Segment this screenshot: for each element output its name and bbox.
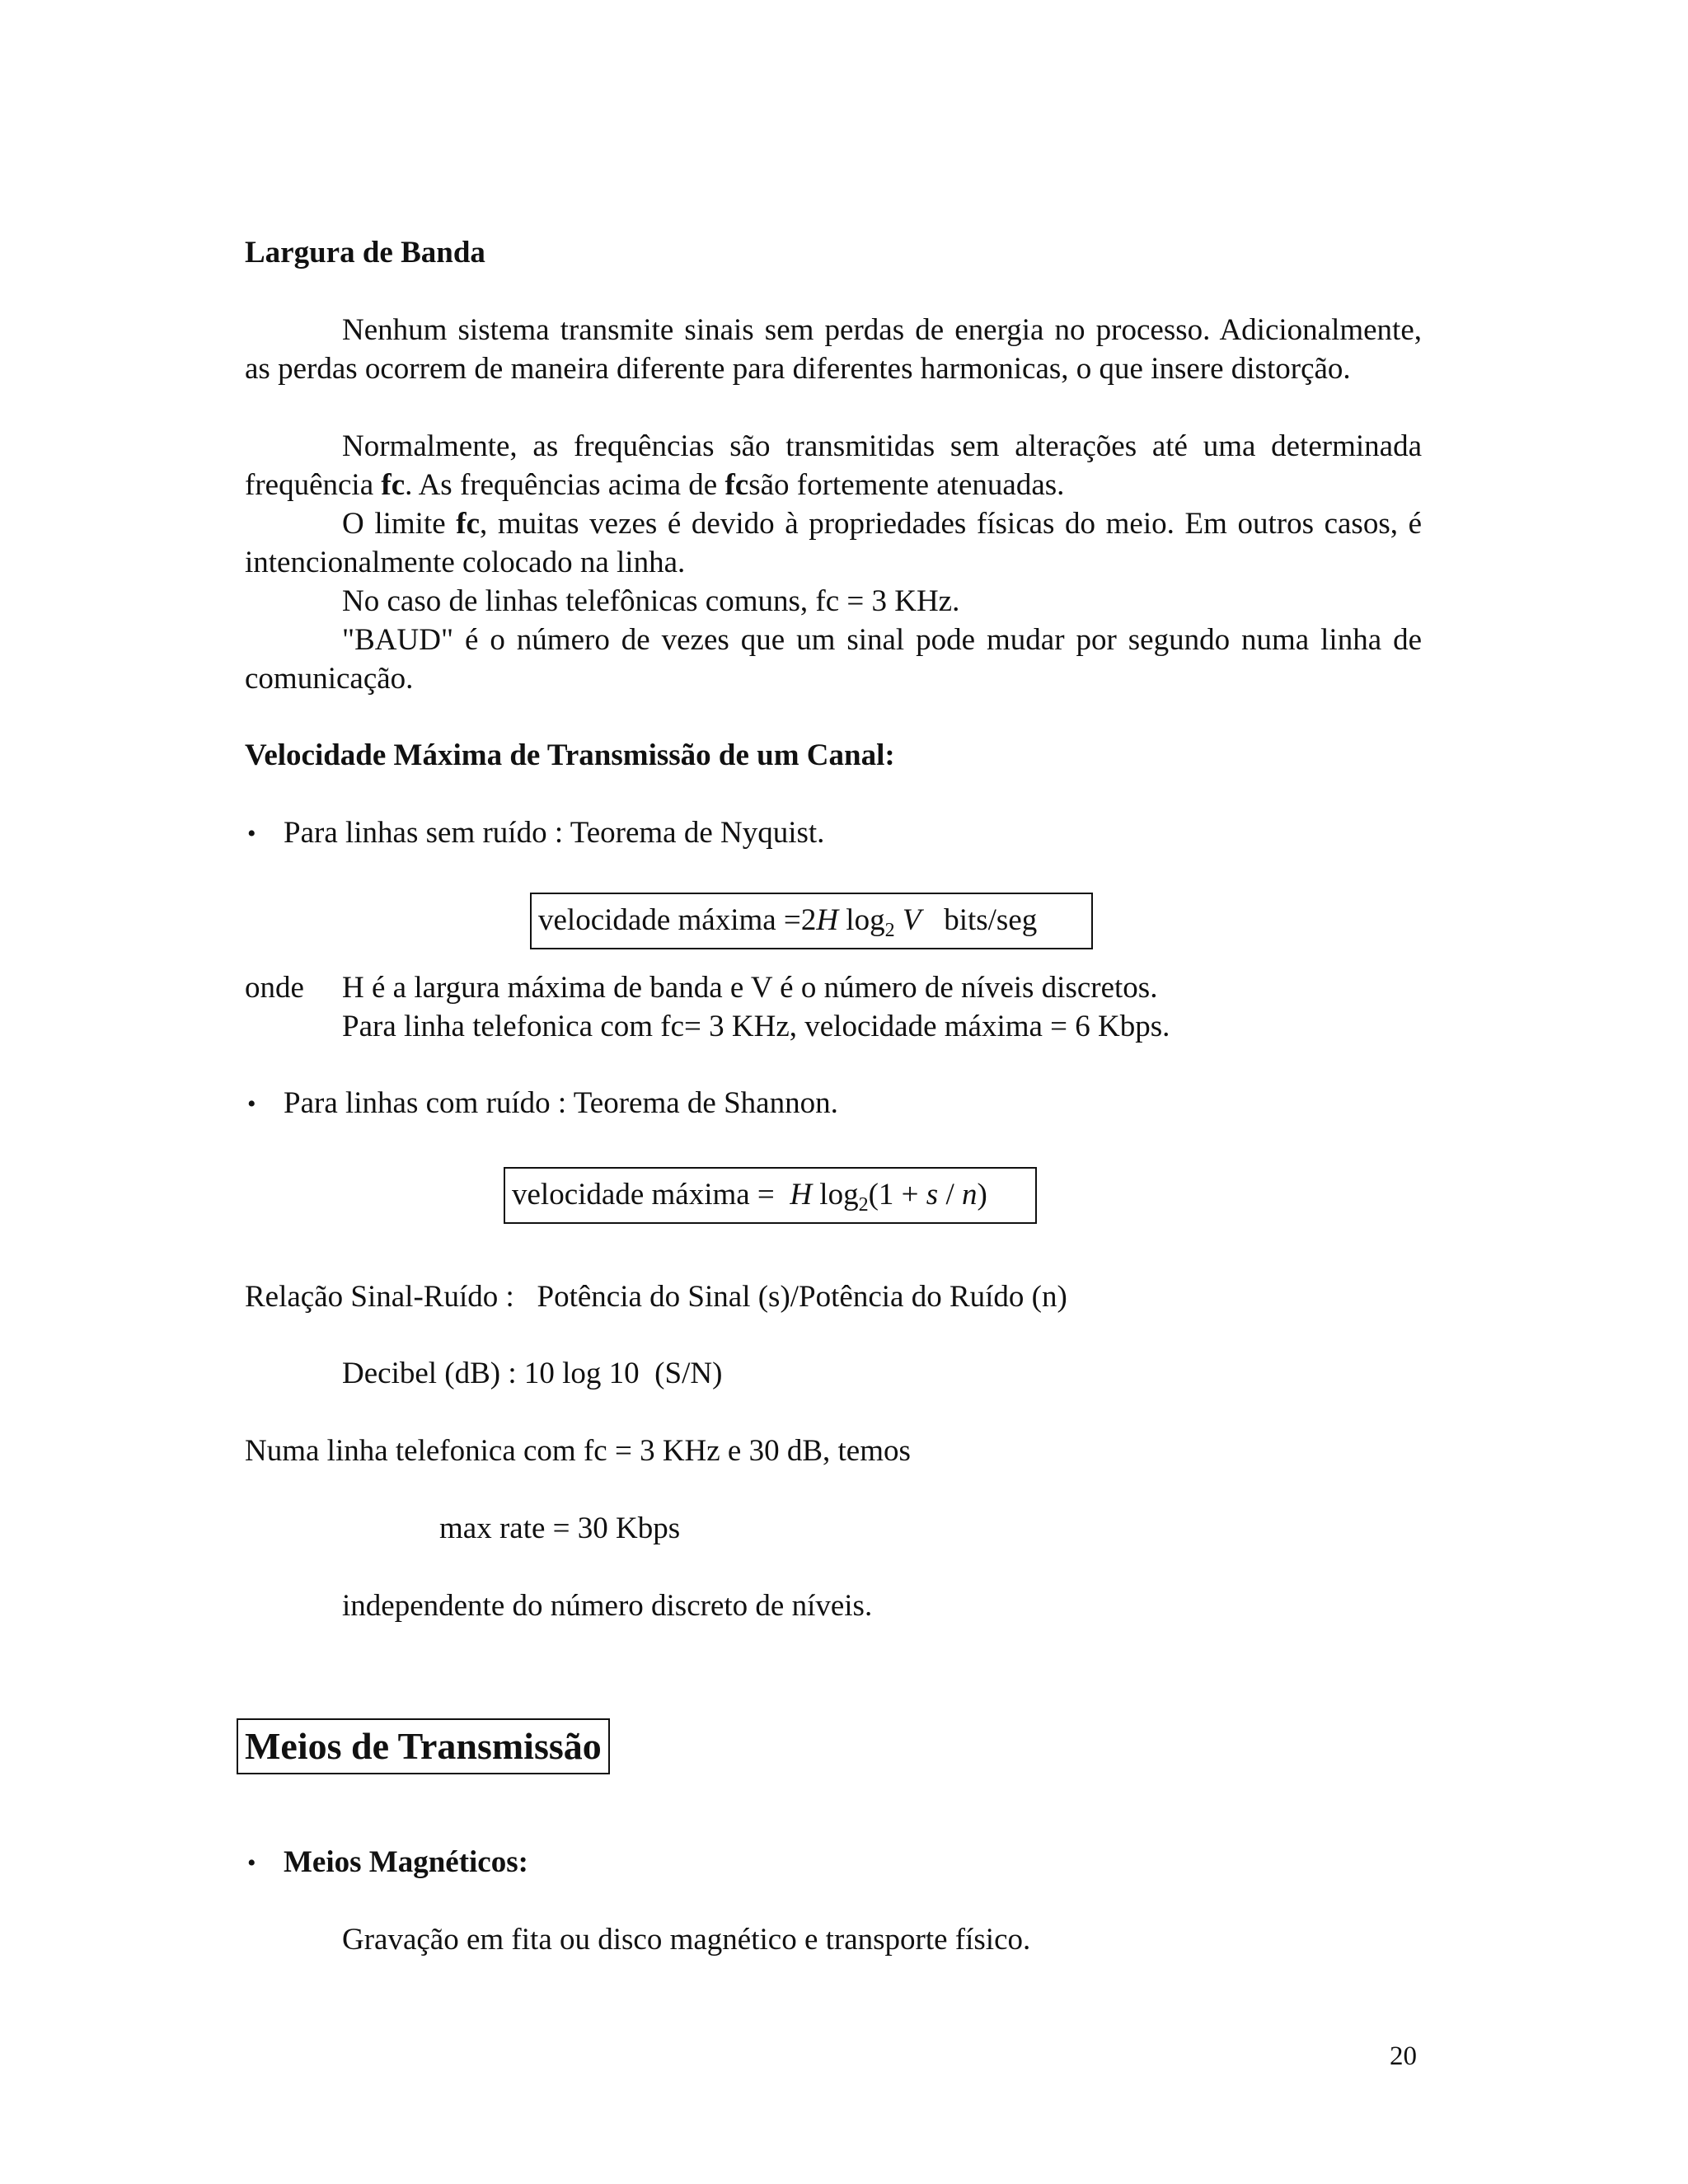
formula1-log: log (846, 903, 885, 937)
snr-definition: Relação Sinal-Ruído : Potência do Sinal (s)/Potência do Ruído (n) (245, 1280, 1067, 1314)
decibel-definition: Decibel (dB) : 10 log 10 (S/N) (342, 1357, 723, 1390)
formula2-open: (1 (868, 1178, 894, 1212)
bullet-magnetic-media: Meios Magnéticos: (284, 1845, 528, 1879)
fc-term: fc (724, 468, 749, 502)
para3-text-a: O limite (342, 507, 457, 541)
para3-text-c: , muitas vezes é devido à propriedades físicas do meio. Em outros casos, é intencionalmente colocado na linha. (245, 507, 1422, 579)
formula2-log: log (819, 1178, 859, 1212)
para2-text-e: são fortemente atenuadas. (748, 468, 1065, 502)
formula2-lhs: velocidade máxima = (512, 1178, 775, 1212)
formula2-H: H (790, 1178, 813, 1212)
formula2-plus: + (901, 1178, 919, 1212)
formula1-base: 2 (884, 920, 895, 941)
paragraph-phone-lines: No caso de linhas telefônicas comuns, fc = 3 KHz. (342, 584, 960, 618)
fc-term: fc (456, 507, 480, 541)
bullet-icon: • (247, 820, 256, 847)
formula1-lhs: velocidade máxima = (538, 903, 801, 937)
bullet-shannon: Para linhas com ruído : Teorema de Shannon. (284, 1086, 838, 1120)
paragraph-cutoff-frequency (245, 427, 1422, 504)
section-heading-max-speed: Velocidade Máxima de Transmissão de um Canal: (245, 738, 895, 772)
fc-term: fc (381, 468, 406, 502)
page-number: 20 (1390, 2041, 1417, 2071)
paragraph-baud: "BAUD" é o número de vezes que um sinal pode mudar por segundo numa linha de comunicação. (245, 623, 1422, 696)
para2-text-a: Normalmente, as frequências são transmitidas sem alterações até uma determinada frequência (245, 429, 1422, 502)
formula2-n: n (961, 1178, 978, 1212)
section-title-transmission-media: Meios de Transmissão (237, 1718, 610, 1774)
section-heading-bandwidth: Largura de Banda (245, 236, 485, 269)
onde-definition: H é a largura máxima de banda e V é o número de níveis discretos. (342, 971, 1158, 1005)
formula1-unit: bits/seg (944, 903, 1038, 937)
onde-example: Para linha telefonica com fc= 3 KHz, velocidade máxima = 6 Kbps. (342, 1010, 1170, 1043)
bullet-icon: • (247, 1849, 256, 1877)
bullet-nyquist: Para linhas sem ruído : Teorema de Nyquist. (284, 816, 825, 850)
independent-note: independente do número discreto de níveis. (342, 1589, 873, 1623)
shannon-formula-box (504, 1167, 1037, 1224)
formula1-V: V (902, 903, 921, 937)
formula2-slash: / (945, 1178, 954, 1212)
phone-line-example: Numa linha telefonica com fc = 3 KHz e 30 dB, temos (245, 1434, 911, 1468)
para2-text-c: . As frequências acima de (405, 468, 725, 502)
formula2-close: ) (977, 1178, 987, 1212)
formula1-coef: 2 (800, 903, 817, 937)
formula2-s: s (926, 1178, 939, 1212)
formula1-H: H (816, 903, 839, 937)
onde-label: onde (245, 971, 304, 1005)
paragraph-fc-limit (245, 504, 1422, 582)
bullet-icon: • (247, 1090, 256, 1118)
formula2-base: 2 (858, 1194, 869, 1216)
max-rate-result: max rate = 30 Kbps (439, 1511, 681, 1545)
nyquist-formula-box (530, 893, 1093, 949)
paragraph-energy-loss: Nenhum sistema transmite sinais sem perdas de energia no processo. Adicionalmente, as perdas ocorrem de maneira diferente para diferentes harmonicas, o que insere distorção. (245, 313, 1422, 386)
magnetic-media-description: Gravação em fita ou disco magnético e transporte físico. (342, 1923, 1031, 1957)
